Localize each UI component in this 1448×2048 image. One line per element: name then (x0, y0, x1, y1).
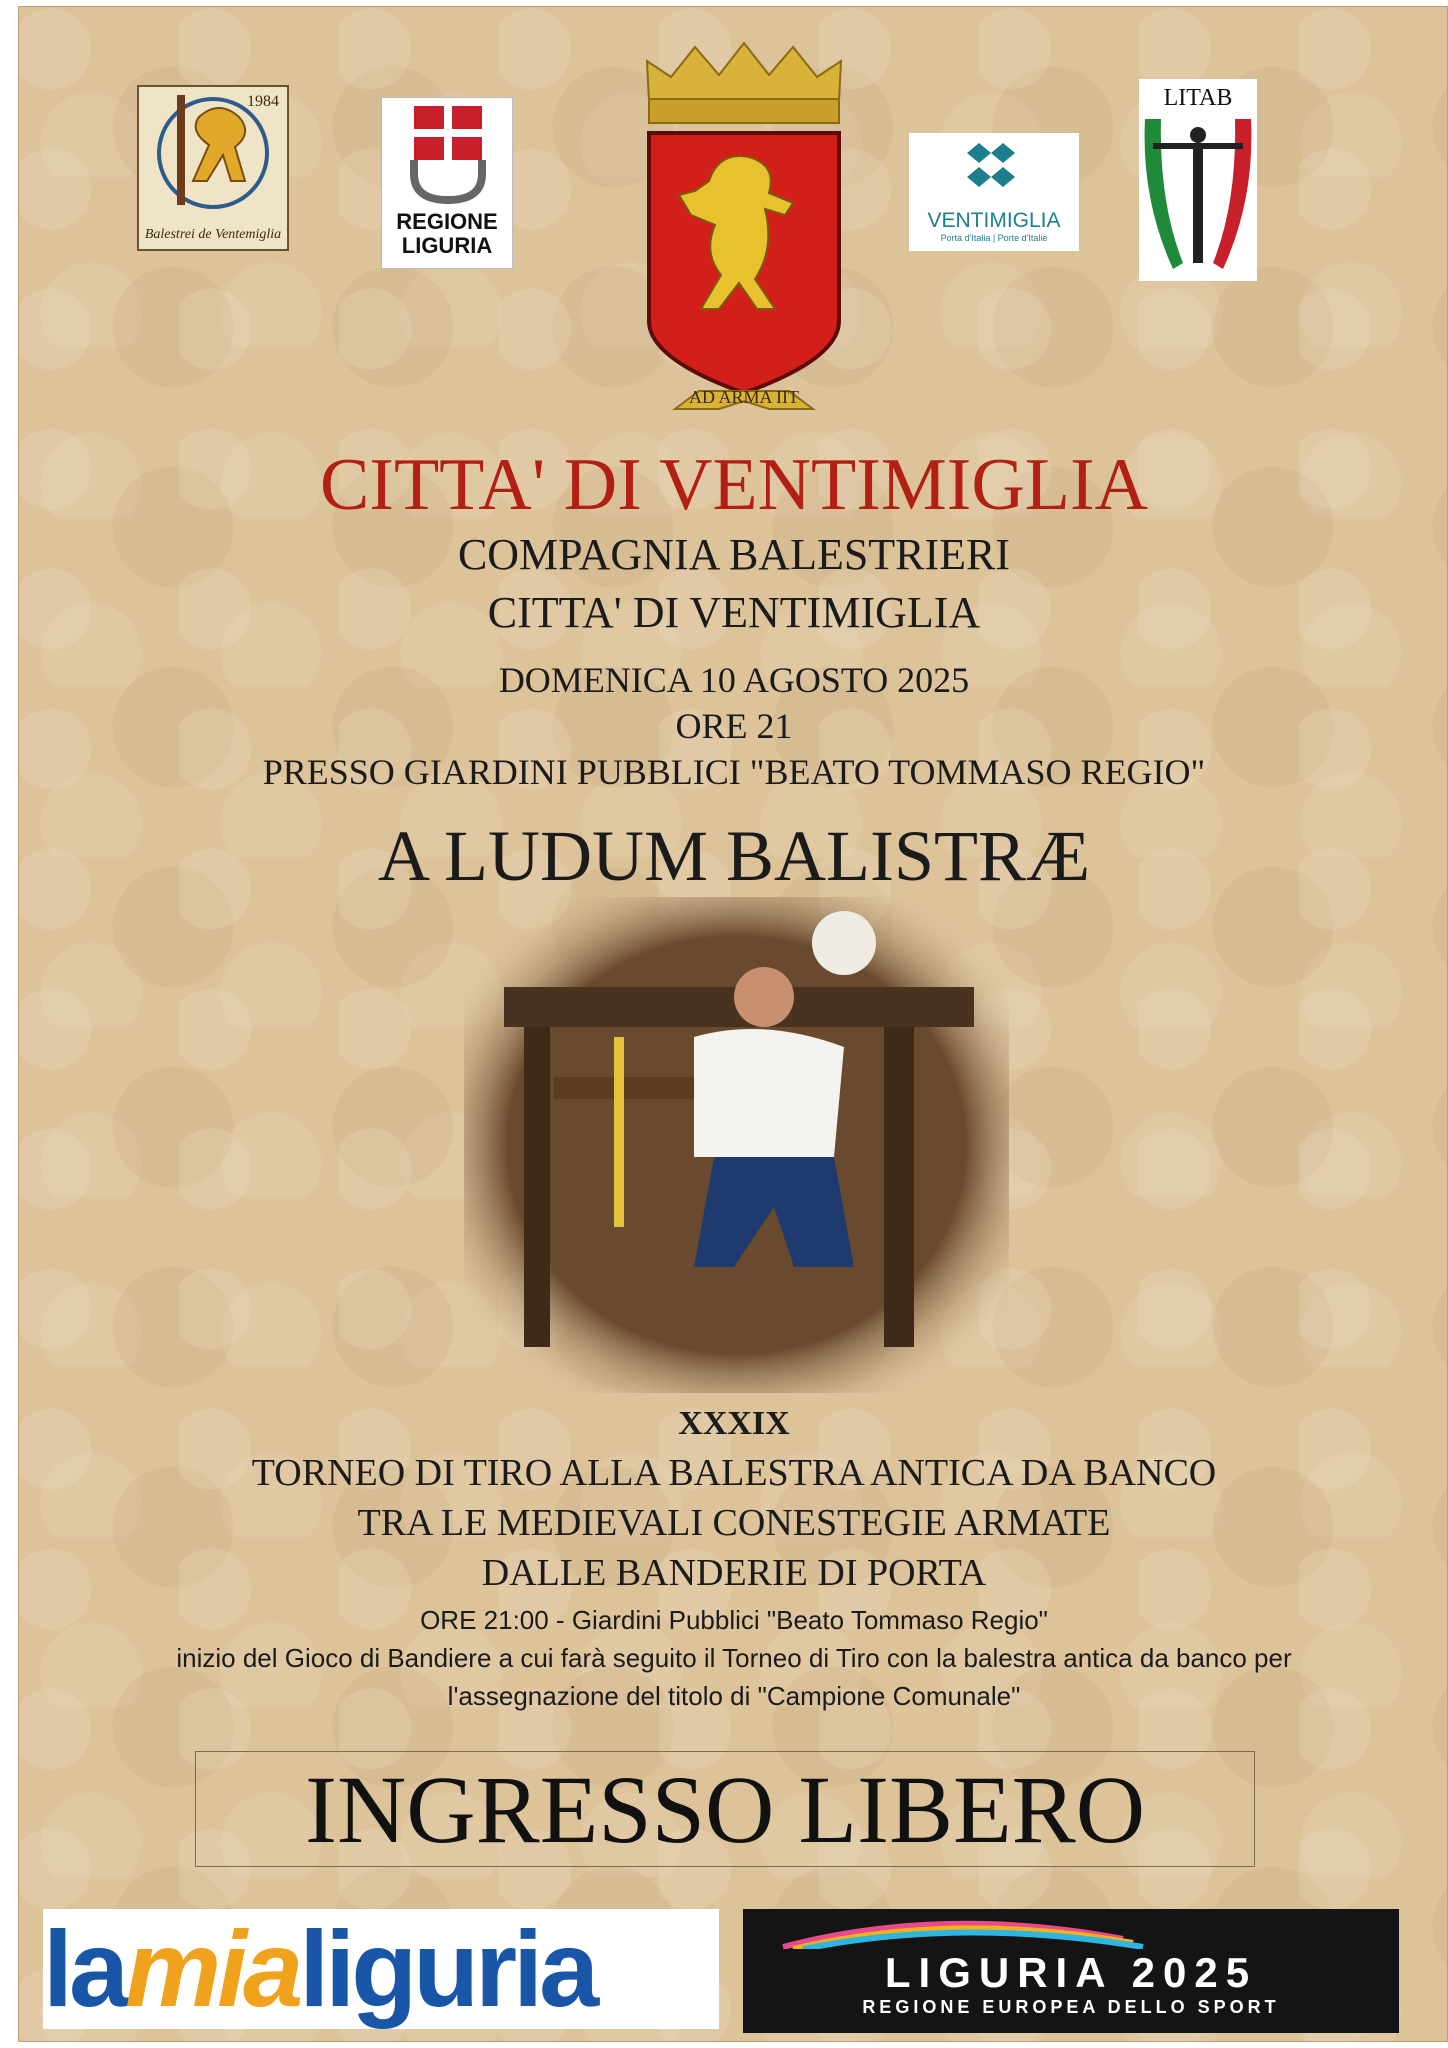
company-line-1: COMPAGNIA BALESTRIERI (457, 530, 1011, 579)
ventimiglia-logo (909, 133, 1079, 251)
lamia-text-liguria: liguria (299, 1909, 596, 2029)
free-entry-text: INGRESSO LIBERO (304, 1756, 1146, 1863)
balestrei-logo (137, 85, 289, 251)
company-line-2: CITTA' DI VENTIMIGLIA (487, 588, 981, 637)
ventimiglia-name: VENTIMIGLIA (927, 209, 1061, 232)
ventimiglia-tagline: Porta d'Italia | Porte d'Italie (940, 233, 1048, 243)
tournament-line-3: DALLE BANDERIE DI PORTA (481, 1552, 987, 1594)
ventimiglia-waves-icon (909, 133, 1079, 207)
schedule-text: ORE 21:00 - Giardini Pubblici "Beato Tommaso Regio" (420, 1605, 1048, 1635)
event-date: DOMENICA 10 AGOSTO 2025 (498, 660, 970, 700)
crossbowman-photo (464, 897, 1009, 1393)
rainbow-swoosh-icon (743, 1909, 1399, 1949)
balestrei-year: 1984 (247, 93, 279, 110)
lamia-text-mia: mia (125, 1909, 300, 2029)
city-title: CITTA' DI VENTIMIGLIA (319, 444, 1149, 526)
liguria-2025-title: LIGURIA 2025 (884, 1949, 1258, 1996)
event-time: ORE 21 (675, 706, 793, 746)
litab-logo (1139, 79, 1257, 281)
regione-label: REGIONE LIGURIA (396, 209, 498, 258)
tournament-line-1: TORNEO DI TIRO ALLA BALESTRA ANTICA DA BANCO (251, 1452, 1217, 1494)
free-entry-box (195, 1751, 1255, 1867)
description-line-2: l'assegnazione del titolo di "Campione Comunale" (447, 1681, 1021, 1711)
balestrei-label: Balestrei de Ventemiglia (144, 227, 282, 242)
event-location: PRESSO GIARDINI PUBBLICI "BEATO TOMMASO REGIO" (262, 752, 1206, 792)
city-crest-icon (619, 41, 869, 411)
lamialiguria-logo (43, 1909, 719, 2029)
edition-number: XXXIX (678, 1405, 790, 1442)
poster (18, 6, 1448, 2042)
litab-label: LITAB (1163, 85, 1233, 111)
description-line-1: inizio del Gioco di Bandiere a cui farà seguito il Torneo di Tiro con la balestra antica da banco per (176, 1643, 1292, 1673)
tournament-line-2: TRA LE MEDIEVALI CONESTEGIE ARMATE (357, 1502, 1111, 1544)
regione-shield-icon (382, 98, 514, 206)
crest-motto: AD ARMA IIT (688, 387, 800, 407)
regione-liguria-logo (381, 97, 513, 269)
liguria-2025-logo (743, 1909, 1399, 2033)
event-title: A LUDUM BALISTRÆ (377, 816, 1091, 896)
lamia-text-la: la (43, 1909, 126, 2029)
liguria-2025-subtitle: REGIONE EUROPEA DELLO SPORT (862, 1997, 1280, 2017)
